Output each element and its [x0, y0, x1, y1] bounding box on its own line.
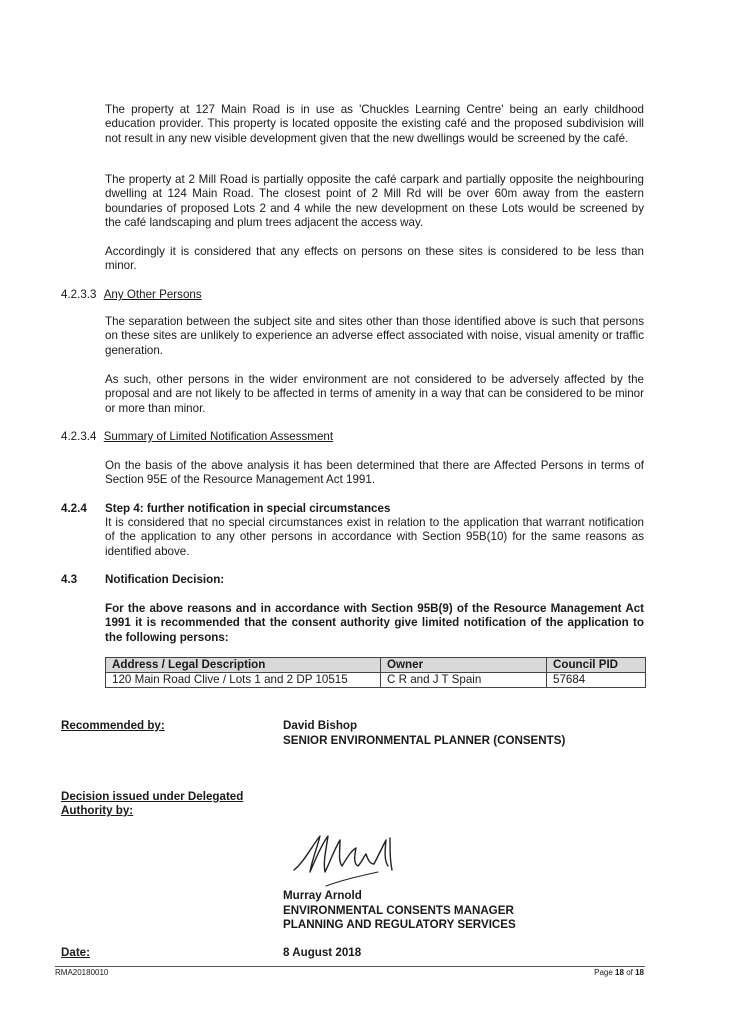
delegated-authority-label-line-2: Authority by: [61, 804, 134, 817]
paragraph-127-main-road: The property at 127 Main Road is in use as 'Chuckles Learning Centre' being an early childhood education provider. This property is located opposite the existing café and the proposed subdivision will not result in any new visible development given that the new dwellings would be screened by the café. [105, 103, 644, 145]
persons-table [105, 657, 646, 688]
paragraph-affected-persons: On the basis of the above analysis it has been determined that there are Affected Persons in terms of Section 95E of the Resource Management Act 1991. [105, 459, 644, 487]
heading-4-3-title: Notification Decision: [105, 573, 225, 586]
manager-name: Murray Arnold [283, 889, 362, 902]
delegated-authority-label-line-1: Decision issued under Delegated [61, 790, 244, 803]
current-page: 18 [615, 968, 624, 977]
manager-title-line-1: ENVIRONMENTAL CONSENTS MANAGER [283, 904, 514, 917]
footer-divider [55, 966, 645, 967]
signature-image [290, 828, 410, 890]
page-label: Page [594, 968, 613, 977]
heading-title: Any Other Persons [103, 288, 202, 301]
recommender-title: SENIOR ENVIRONMENTAL PLANNER (CONSENTS) [283, 734, 566, 747]
heading-title: Summary of Limited Notification Assessment [103, 430, 334, 443]
cell-address: 120 Main Road Clive / Lots 1 and 2 DP 10515 [106, 673, 381, 688]
heading-4-3-number: 4.3 [61, 573, 78, 586]
footer-reference: RMA20180010 [55, 968, 109, 977]
heading-4-2-3-3 [61, 288, 202, 302]
heading-number: 4.2.3.3 [61, 288, 97, 301]
total-pages: 18 [635, 968, 644, 977]
heading-4-2-4-title: Step 4: further notification in special circumstances [105, 502, 391, 515]
page-of: of [626, 968, 633, 977]
heading-4-2-4-number: 4.2.4 [61, 502, 87, 515]
paragraph-wider-environment: As such, other persons in the wider environment are not considered to be adversely affected by the proposal and are not likely to be affected in terms of amenity in a way that can be considered to be minor or more than minor. [105, 373, 644, 415]
column-header-owner: Owner [381, 658, 547, 673]
recommender-name: David Bishop [283, 719, 358, 732]
date-value: 8 August 2018 [283, 946, 362, 959]
table-row [106, 673, 646, 688]
paragraph-2-mill-road: The property at 2 Mill Road is partially opposite the café carpark and partially opposite the neighbouring dwelling at 124 Main Road. The closest point of 2 Mill Rd will be over 60m away from the eastern boundaries of proposed Lots 2 and 4 while the new development on these Lots would be screened by the café landscaping and plum trees adjacent the access way. [105, 173, 644, 229]
manager-title-line-2: PLANNING AND REGULATORY SERVICES [283, 918, 516, 931]
footer-page-number [594, 968, 644, 978]
paragraph-special-circumstances: It is considered that no special circumstances exist in relation to the application that warrant notification of the application to any other persons in accordance with Section 95B(10) for the same reasons as identified above. [105, 516, 644, 558]
paragraph-accordingly: Accordingly it is considered that any effects on persons on these sites is considered to be less than minor. [105, 245, 644, 273]
cell-council-pid: 57684 [547, 673, 646, 688]
recommended-by-label: Recommended by: [61, 719, 165, 732]
paragraph-recommendation: For the above reasons and in accordance with Section 95B(9) of the Resource Management Act 1991 it is recommended that the consent authority give limited notification of the application to the following persons: [105, 602, 644, 644]
paragraph-separation: The separation between the subject site and sites other than those identified above is such that persons on these sites are unlikely to experience an adverse effect associated with noise, visual amenity or traffic generation. [105, 315, 644, 357]
column-header-address: Address / Legal Description [106, 658, 381, 673]
column-header-council-pid: Council PID [547, 658, 646, 673]
table-header-row [106, 658, 646, 673]
cell-owner: C R and J T Spain [381, 673, 547, 688]
date-label: Date: [61, 946, 90, 959]
heading-4-2-3-4 [61, 430, 333, 444]
heading-number: 4.2.3.4 [61, 430, 97, 443]
